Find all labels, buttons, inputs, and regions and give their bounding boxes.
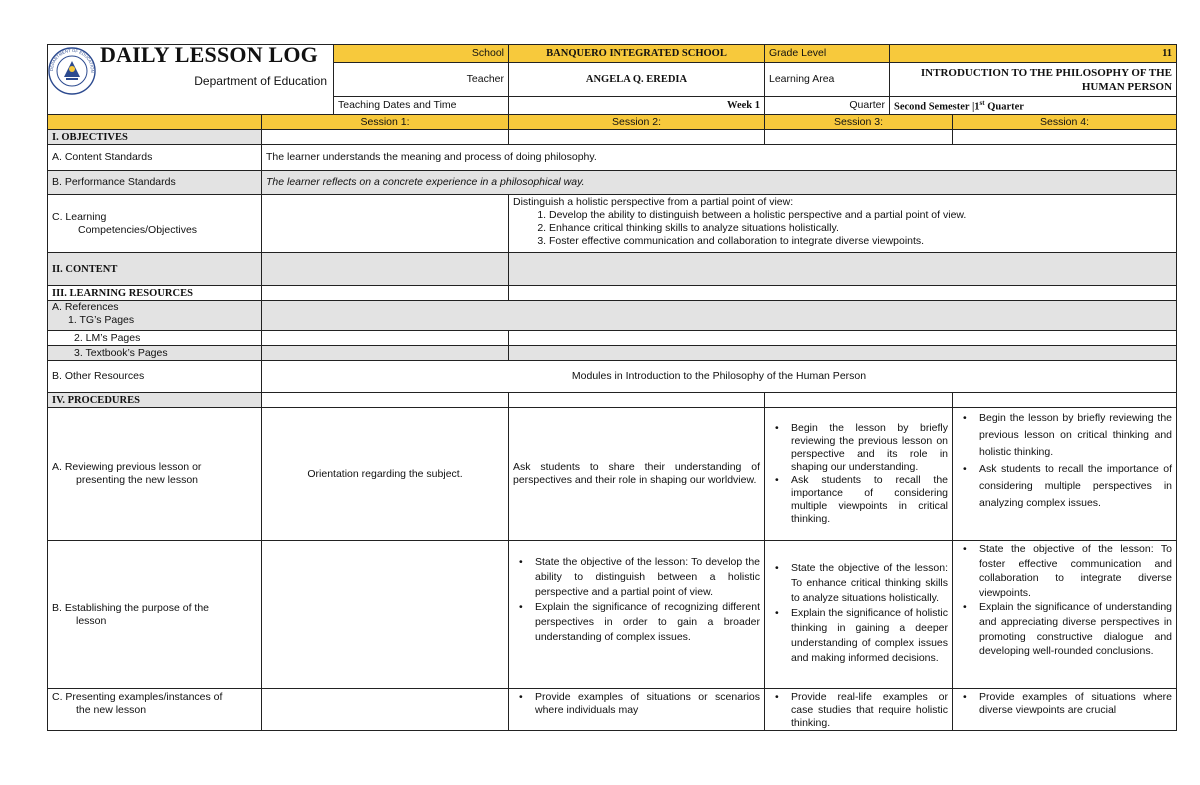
teacher-label: Teacher <box>334 63 509 97</box>
blank-cell <box>262 331 509 346</box>
references-label <box>48 301 262 331</box>
performance-standards-label: B. Performance Standards <box>48 171 262 195</box>
examples-label-line1: C. Presenting examples/instances of <box>52 691 223 703</box>
examples-label <box>48 689 262 731</box>
reviewing-s4-list <box>957 410 1172 512</box>
list-item: • Ask students to recall the importance of considering multiple viewpoints in critical thinking. <box>791 474 948 526</box>
competency-item: 1. Develop the ability to distinguish between a holistic perspective and a partial point of view. <box>549 209 1172 222</box>
blank-cell <box>509 130 765 145</box>
teacher-value: ANGELA Q. EREDIA <box>509 63 765 97</box>
list-item: • Provide examples of situations where diverse viewpoints are crucial <box>979 691 1172 717</box>
list-item: • Explain the significance of understanding and appreciating diverse perspectives in promoting constructive dialogue and developing well-rounded conclusions. <box>979 600 1172 658</box>
reviewing-label-line1: A. Reviewing previous lesson or <box>52 461 202 473</box>
session-blank <box>48 115 262 130</box>
reviewing-session-3 <box>765 408 953 541</box>
other-resources-value: Modules in Introduction to the Philosophy of the Human Person <box>262 361 1177 393</box>
quarter-prefix: Second Semester |1 <box>894 101 980 113</box>
list-item: • Ask students to recall the importance of considering multiple perspectives in analyzing complex issues. <box>979 461 1172 512</box>
examples-session-3 <box>765 689 953 731</box>
blank-cell <box>509 286 1177 301</box>
resources-heading: III. LEARNING RESOURCES <box>48 286 262 301</box>
content-standards-value: The learner understands the meaning and process of doing philosophy. <box>262 145 1177 171</box>
quarter-label: Quarter <box>765 97 890 115</box>
objectives-heading: I. OBJECTIVES <box>48 130 262 145</box>
examples-s2-list <box>513 691 760 717</box>
session-2-header: Session 2: <box>509 115 765 130</box>
content-heading: II. CONTENT <box>48 253 262 286</box>
reviewing-session-4 <box>953 408 1177 541</box>
examples-session-2 <box>509 689 765 731</box>
competencies-intro: Distinguish a holistic perspective from a partial point of view: <box>513 196 794 208</box>
blank-cell <box>262 286 509 301</box>
grade-value: 11 <box>890 45 1177 63</box>
blank-cell <box>262 689 509 731</box>
daily-lesson-log <box>47 44 1176 731</box>
list-item: • Explain the significance of recognizing different perspectives in order to gain a broader understanding of complex issues. <box>535 600 760 645</box>
purpose-session-4 <box>953 541 1177 689</box>
blank-cell <box>262 130 509 145</box>
examples-s3-list <box>769 691 948 730</box>
reviewing-session-2: Ask students to share their understanding of perspectives and their role in shaping our worldview. <box>509 408 765 541</box>
reviewing-label-line2: presenting the new lesson <box>76 474 198 486</box>
competencies-value <box>509 195 1177 253</box>
blank-cell <box>262 301 1177 331</box>
purpose-label <box>48 541 262 689</box>
purpose-s3-list <box>769 561 948 666</box>
competencies-label-line1: C. Learning <box>52 210 107 223</box>
lesson-log-table <box>47 44 1177 731</box>
textbook-pages-label: 3. Textbook’s Pages <box>48 346 262 361</box>
area-label: Learning Area <box>765 63 890 97</box>
blank-cell <box>262 346 509 361</box>
blank-cell <box>262 541 509 689</box>
week-value: Week 1 <box>509 97 765 115</box>
school-value: BANQUERO INTEGRATED SCHOOL <box>509 45 765 63</box>
competency-item: 2. Enhance critical thinking skills to analyze situations holistically. <box>549 222 1172 235</box>
list-item: • Provide examples of situations or scenarios where individuals may <box>535 691 760 717</box>
competency-item: 3. Foster effective communication and collaboration to integrate diverse viewpoints. <box>549 235 1172 248</box>
blank-cell <box>509 331 1177 346</box>
competencies-label <box>48 195 262 253</box>
session-1-header: Session 1: <box>262 115 509 130</box>
list-item: • Provide real-life examples or case studies that require holistic thinking. <box>791 691 948 730</box>
examples-s4-list <box>957 691 1172 717</box>
list-item: • Begin the lesson by briefly reviewing the previous lesson on critical thinking and holistic thinking. <box>979 410 1172 461</box>
purpose-label-line1: B. Establishing the purpose of the <box>52 601 210 614</box>
log-title: DAILY LESSON LOG <box>100 44 318 67</box>
examples-label-line2: the new lesson <box>76 704 147 716</box>
blank-cell <box>765 130 953 145</box>
reviewing-lesson-label <box>48 408 262 541</box>
grade-label: Grade Level <box>765 45 890 63</box>
procedures-heading: IV. PROCEDURES <box>48 393 262 408</box>
blank-cell <box>953 130 1177 145</box>
purpose-session-2 <box>509 541 765 689</box>
content-standards-label: A. Content Standards <box>48 145 262 171</box>
references-title: A. References <box>52 301 119 313</box>
tg-pages-label: 1. TG’s Pages <box>68 314 135 326</box>
dates-label: Teaching Dates and Time <box>334 97 509 115</box>
list-item: • Explain the significance of holistic thinking in gaining a deeper understanding of complex issues and making informed decisions. <box>791 606 948 666</box>
department-name: Department of Education <box>194 74 327 88</box>
title-block <box>48 45 334 115</box>
blank-cell <box>509 393 765 408</box>
competencies-list <box>513 209 1172 248</box>
quarter-suffix: Quarter <box>984 101 1024 113</box>
svg-text:DEPARTMENT OF EDUCATION: DEPARTMENT OF EDUCATION <box>48 47 96 73</box>
lm-pages-label: 2. LM’s Pages <box>48 331 262 346</box>
purpose-session-3 <box>765 541 953 689</box>
blank-cell <box>262 253 509 286</box>
purpose-label-line2: lesson <box>76 614 107 627</box>
blank-cell <box>262 195 509 253</box>
purpose-s2-list <box>513 555 760 645</box>
other-resources-label: B. Other Resources <box>48 361 262 393</box>
quarter-value <box>890 97 1177 115</box>
list-item: • State the objective of the lesson: To develop the ability to distinguish between a holistic perspective and a partial point of view. <box>535 555 760 600</box>
blank-cell <box>509 253 1177 286</box>
list-item: • State the objective of the lesson: To foster effective communication and collaboration to integrate diverse viewpoints. <box>979 542 1172 600</box>
examples-session-4 <box>953 689 1177 731</box>
competencies-label-line2: Competencies/Objectives <box>78 223 198 236</box>
blank-cell <box>509 346 1177 361</box>
session-4-header: Session 4: <box>953 115 1177 130</box>
reviewing-session-1: Orientation regarding the subject. <box>262 408 509 541</box>
deped-seal-icon <box>48 47 96 95</box>
area-value: INTRODUCTION TO THE PHILOSOPHY OF THE HUMAN PERSON <box>890 63 1177 97</box>
blank-cell <box>262 393 509 408</box>
list-item: • State the objective of the lesson: To enhance critical thinking skills to analyze situations holistically. <box>791 561 948 606</box>
school-label: School <box>334 45 509 63</box>
blank-cell <box>953 393 1177 408</box>
quarter-sup: st <box>979 99 985 108</box>
performance-standards-value: The learner reflects on a concrete experience in a philosophical way. <box>262 171 1177 195</box>
purpose-s4-list <box>957 542 1172 659</box>
session-3-header: Session 3: <box>765 115 953 130</box>
list-item: • Begin the lesson by briefly reviewing the previous lesson on perspective and its role in shaping our understanding. <box>791 422 948 474</box>
reviewing-s3-list <box>769 422 948 526</box>
blank-cell <box>765 393 953 408</box>
